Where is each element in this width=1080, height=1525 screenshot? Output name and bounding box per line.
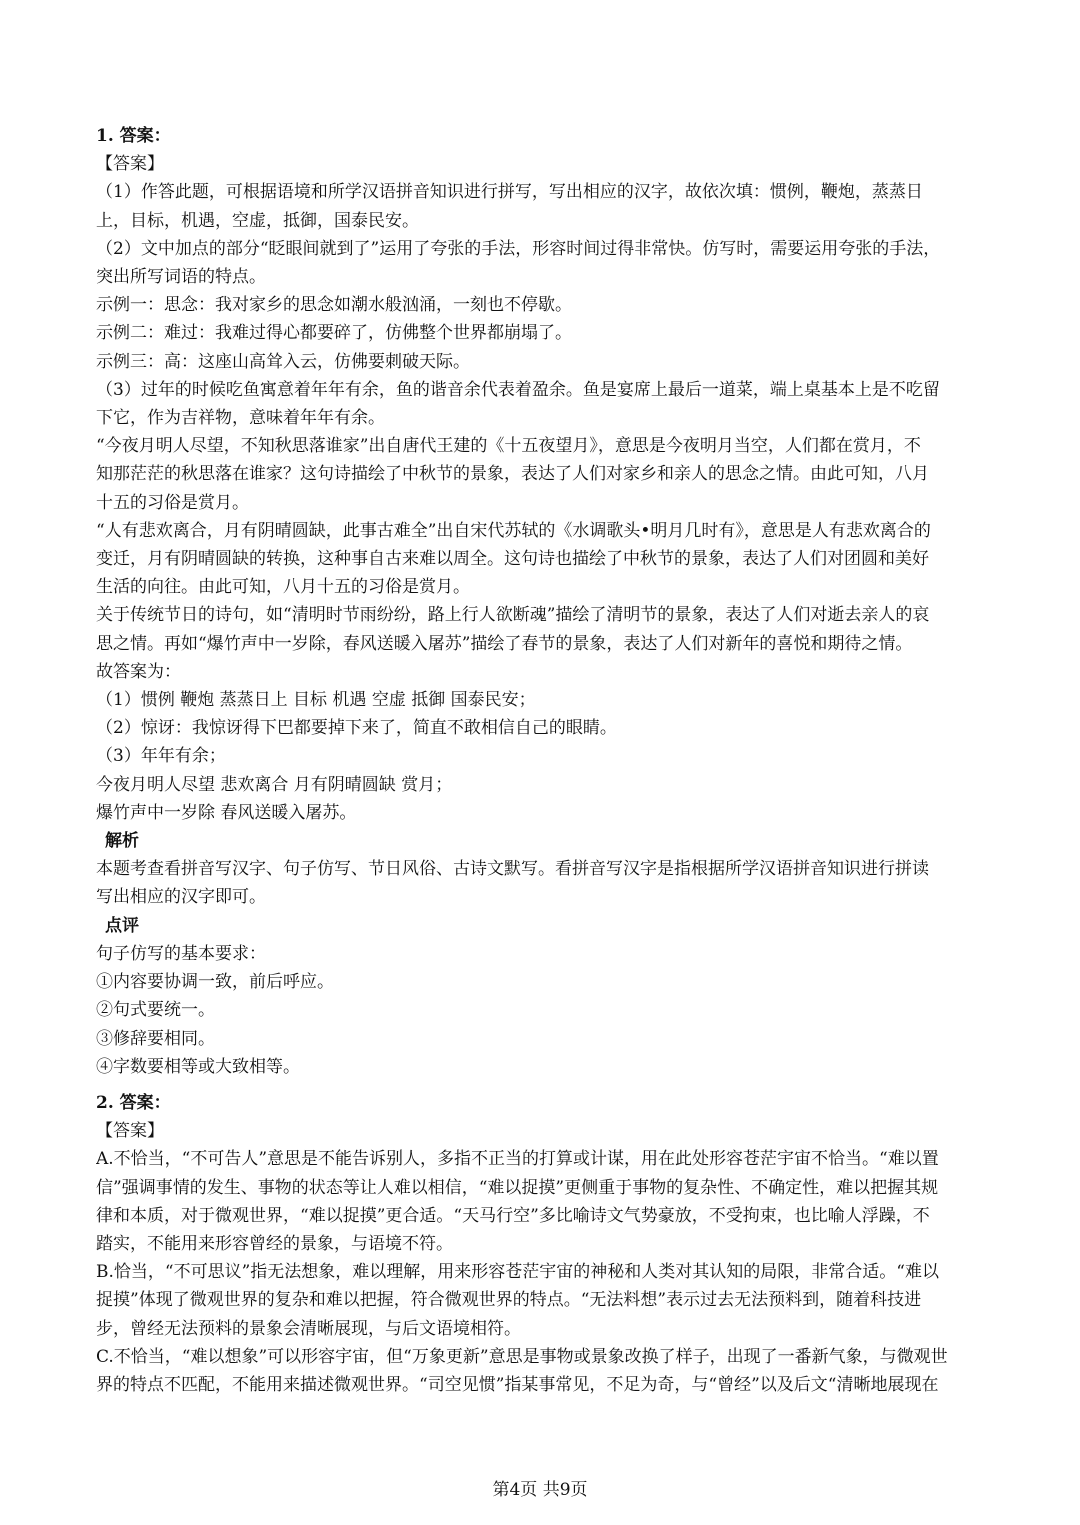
text-line: 写出相应的汉字即可。 — [96, 887, 266, 908]
text-line: 踏实，不能用来形容曾经的景象，与语境不符。 — [96, 1233, 453, 1254]
text-line: 思之情。再如“爆竹声中一岁除，春风送暖入屠苏”描绘了春节的景象，表达了人们对新年的喜悦和期待之情。 — [96, 633, 913, 654]
question-2-heading: 2. 答案： — [96, 1092, 171, 1113]
text-line: （1）作答此题，可根据语境和所学汉语拼音知识进行拼写，写出相应的汉字，故依次填：惯例，鞭炮，蒸蒸日 — [96, 182, 923, 203]
text-line: 下它，作为吉祥物，意味着年年有余。 — [96, 408, 385, 429]
review-title: 点评 — [105, 915, 139, 936]
answer-tag: 【答案】 — [96, 154, 164, 175]
text-line: “人有悲欢离合，月有阴晴圆缺，此事古难全”出自宋代苏轼的《水调歌头•明月几时有》，意思是人有悲欢离合的 — [96, 520, 931, 541]
text-line: （1）惯例 鞭炮 蒸蒸日上 目标 机遇 空虚 抵御 国泰民安； — [96, 690, 536, 711]
text-line: 突出所写词语的特点。 — [96, 267, 266, 288]
text-line: （2）惊讶：我惊讶得下巴都要掉下来了，简直不敢相信自己的眼睛。 — [96, 718, 617, 739]
section-gap — [96, 1081, 1042, 1089]
text-line: 今夜月明人尽望 悲欢离合 月有阴晴圆缺 赏月； — [96, 774, 453, 795]
text-line: ①内容要协调一致，前后呼应。 — [96, 972, 334, 993]
page-content — [96, 122, 1042, 1399]
answer-tag: 【答案】 — [96, 1121, 164, 1142]
analysis-title: 解析 — [105, 831, 139, 852]
text-line: “今夜月明人尽望，不知秋思落谁家”出自唐代王建的《十五夜望月》，意思是今夜明月当空，人们都在赏月，不 — [96, 436, 921, 457]
text-line: 示例二：难过：我难过得心都要碎了，仿佛整个世界都崩塌了。 — [96, 323, 572, 344]
text-line: 本题考查看拼音写汉字、句子仿写、节日风俗、古诗文默写。看拼音写汉字是指根据所学汉语拼音知识进行拼读 — [96, 859, 929, 880]
text-line: （3）过年的时候吃鱼寓意着年年有余，鱼的谐音余代表着盈余。鱼是宴席上最后一道菜，端上桌基本上是不吃留 — [96, 379, 940, 400]
text-line: 捉摸”体现了微观世界的复杂和难以把握，符合微观世界的特点。“无法料想”表示过去无法预料到，随着科技进 — [96, 1290, 922, 1311]
text-line: 生活的向往。由此可知，八月十五的习俗是赏月。 — [96, 577, 470, 598]
question-1-answer — [96, 178, 1042, 827]
text-line: ④字数要相等或大致相等。 — [96, 1056, 300, 1077]
text-line: 故答案为： — [96, 661, 181, 682]
text-line: （3）年年有余； — [96, 746, 226, 767]
question-2-answer — [96, 1145, 1042, 1399]
text-line: 示例三：高：这座山高耸入云，仿佛要刺破天际。 — [96, 351, 470, 372]
text-line: 变迁，月有阴晴圆缺的转换，这种事自古来难以周全。这句诗也描绘了中秋节的景象，表达了人们对团圆和美好 — [96, 549, 929, 570]
text-line: ②句式要统一。 — [96, 1000, 215, 1021]
text-line: 上，目标，机遇，空虚，抵御，国泰民安。 — [96, 210, 419, 231]
text-line: 信”强调事情的发生、事物的状态等让人难以相信，“难以捉摸”更侧重于事物的复杂性、不确定性，难以把握其规 — [96, 1177, 939, 1198]
text-line: 爆竹声中一岁除 春风送暖入屠苏。 — [96, 802, 357, 823]
text-line: 句子仿写的基本要求： — [96, 943, 266, 964]
text-line: （2）文中加点的部分“眨眼间就到了”运用了夸张的手法，形容时间过得非常快。仿写时，需要运用夸张的手法， — [96, 238, 941, 259]
text-line: B.恰当，“不可思议”指无法想象，难以理解，用来形容苍茫宇宙的神秘和人类对其认知的局限，非常合适。“难以 — [96, 1262, 939, 1283]
text-line: 示例一：思念：我对家乡的思念如潮水般汹涌，一刻也不停歇。 — [96, 295, 572, 316]
text-line: 关于传统节日的诗句，如“清明时节雨纷纷，路上行人欲断魂”描绘了清明节的景象，表达了人们对逝去亲人的哀 — [96, 605, 930, 626]
text-line: 律和本质，对于微观世界，“难以捉摸”更合适。“天马行空”多比喻诗文气势豪放，不受拘束，也比喻人浮躁，不 — [96, 1205, 930, 1226]
text-line: ③修辞要相同。 — [96, 1028, 215, 1049]
text-line: 十五的习俗是赏月。 — [96, 492, 249, 513]
page-number: 第4页 共9页 — [492, 1480, 588, 1500]
text-line: 知那茫茫的秋思落在谁家？这句诗描绘了中秋节的景象，表达了人们对家乡和亲人的思念之情。由此可知，八月 — [96, 464, 929, 485]
text-line: 步，曾经无法预料的景象会清晰展现，与后文语境相符。 — [96, 1318, 521, 1339]
text-line: 界的特点不匹配，不能用来描述微观世界。“司空见惯”指某事常见，不足为奇，与“曾经”以及后文“清晰地展现在 — [96, 1374, 939, 1395]
text-line: A.不恰当，“不可告人”意思是不能告诉别人，多指不正当的打算或计谋，用在此处形容苍茫宇宙不恰当。“难以置 — [96, 1149, 939, 1170]
question-1-heading: 1. 答案： — [96, 126, 171, 146]
text-line: C.不恰当，“难以想象”可以形容宇宙，但“万象更新”意思是事物或景象改换了样子，出现了一番新气象，与微观世 — [96, 1346, 948, 1367]
